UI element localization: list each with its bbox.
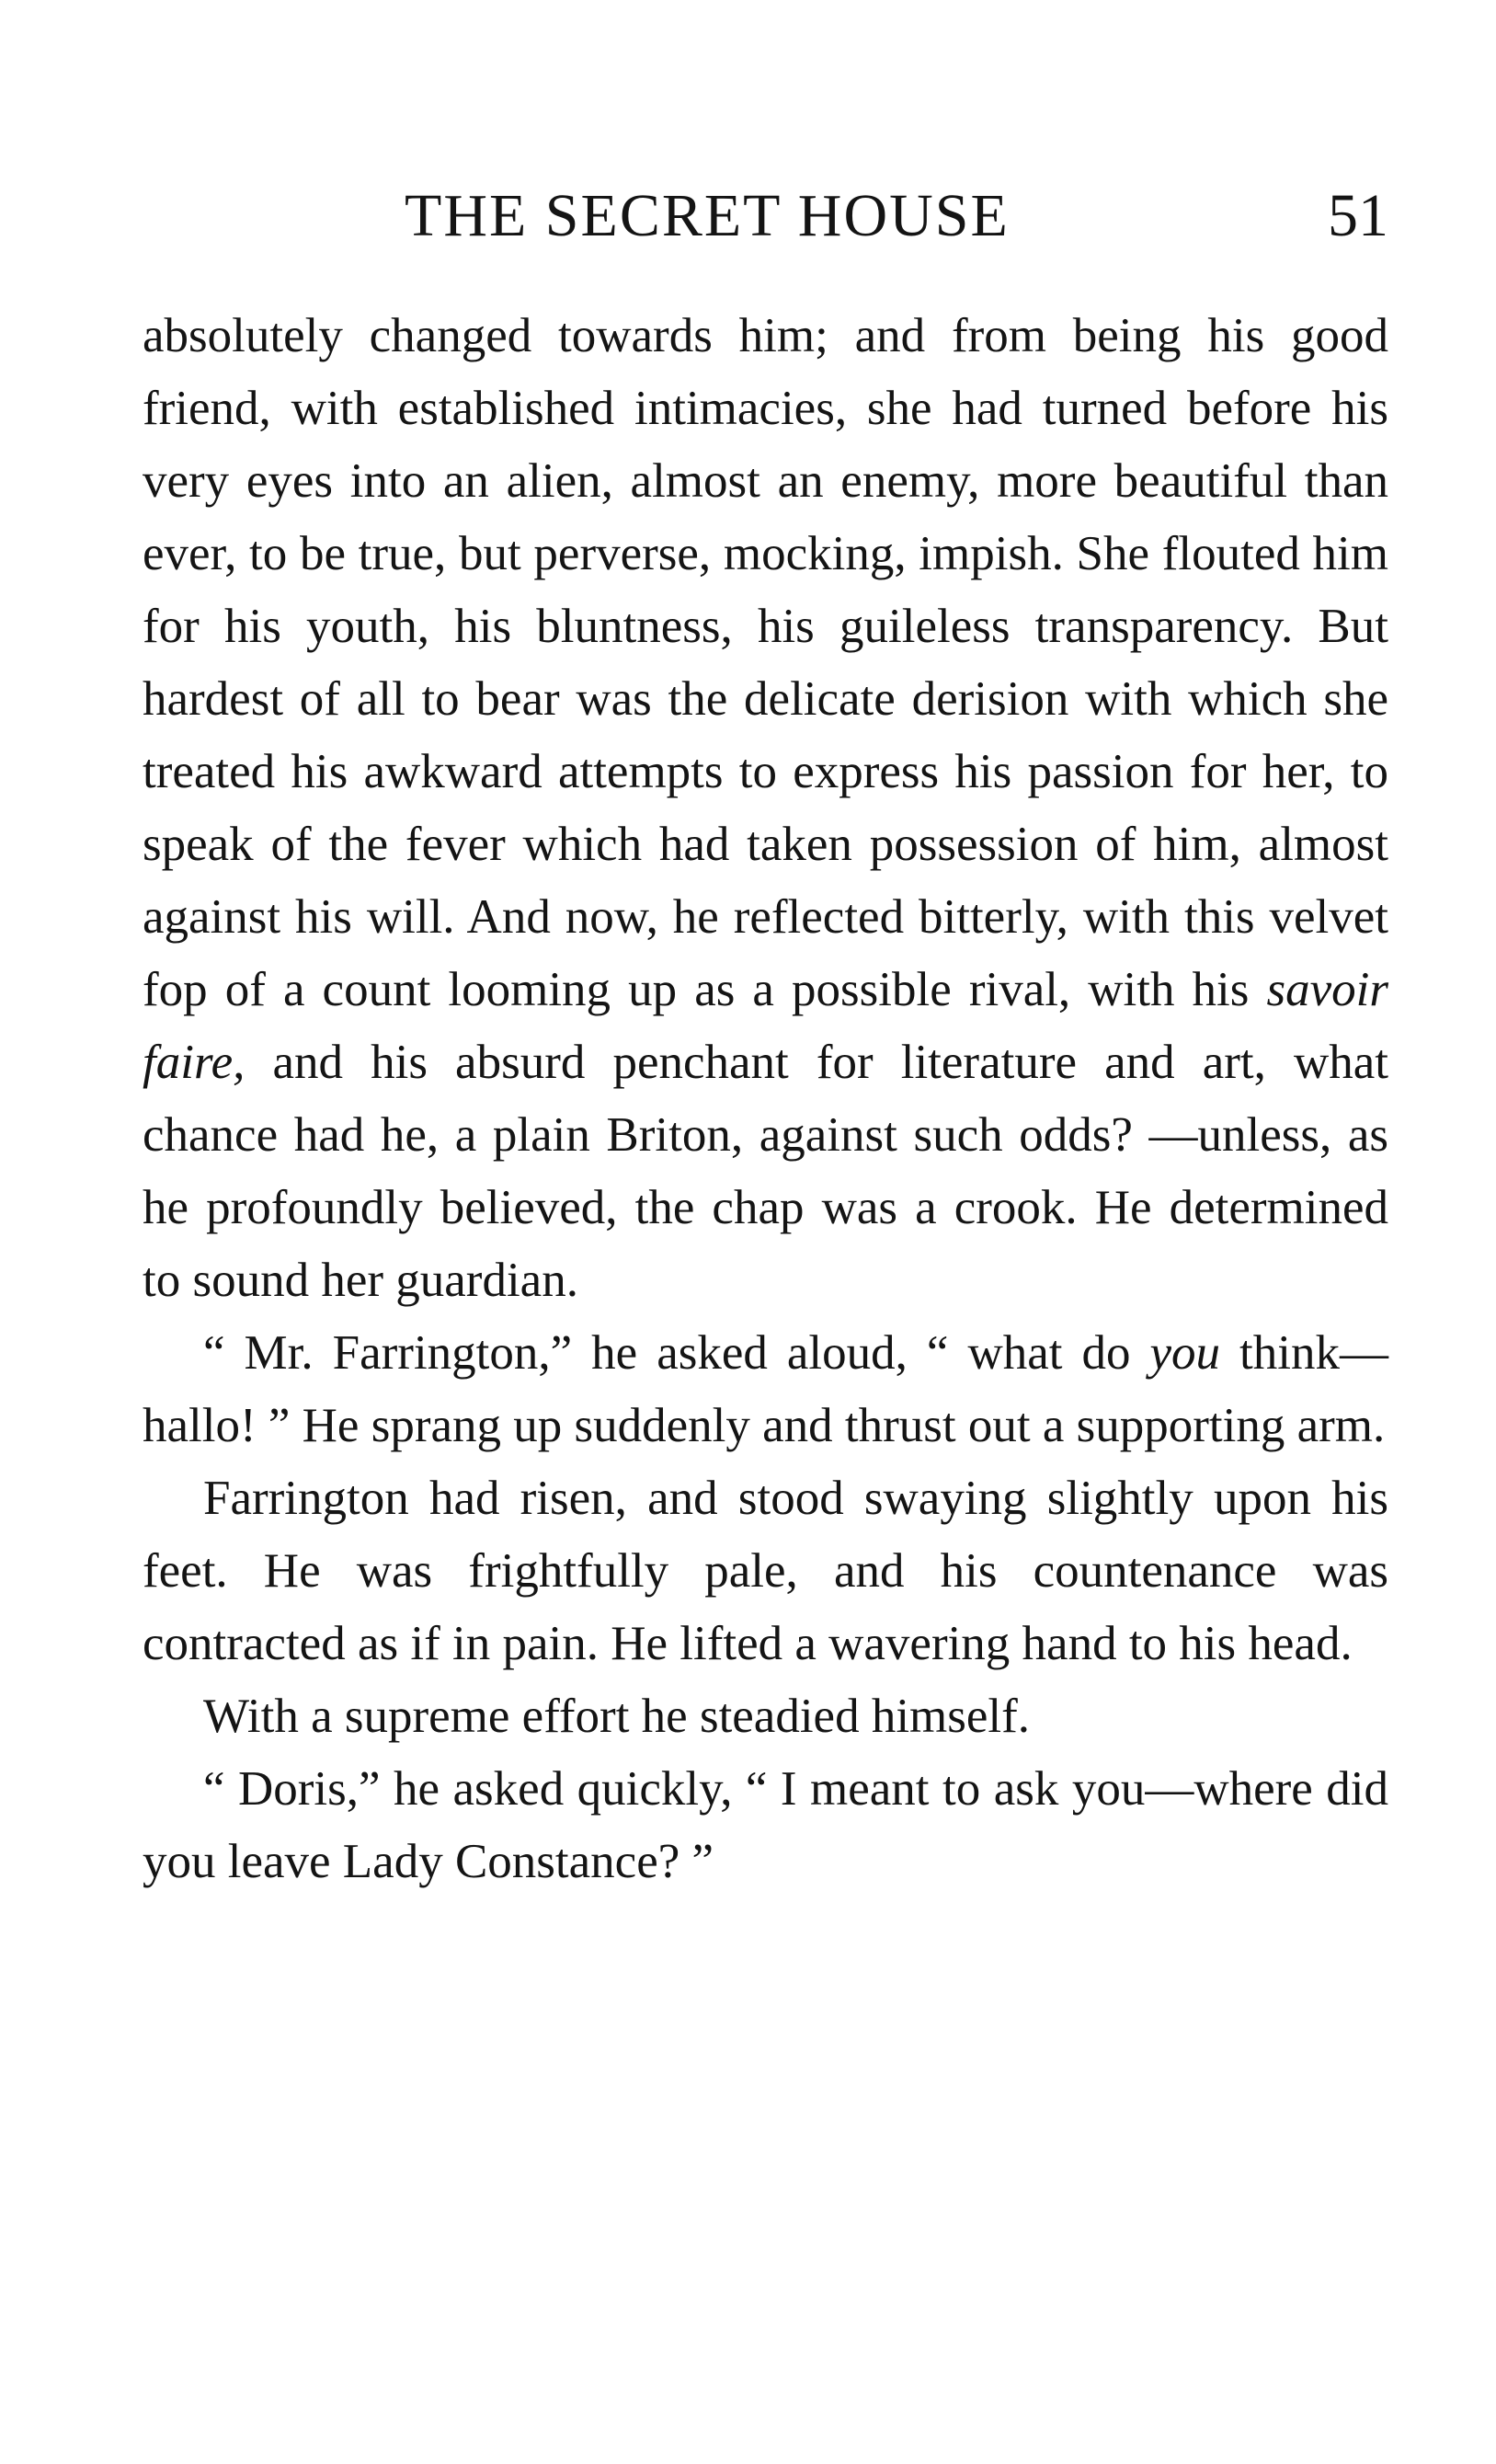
page-number: 51 xyxy=(1328,182,1388,249)
paragraph-2-italic: you xyxy=(1149,1326,1221,1380)
paragraph-2 xyxy=(143,1317,1388,1462)
paragraph-1-text-a: absolutely changed towards him; and from being his good friend, with established intimacies, she had turned before his very eyes into an alien, almost an enemy, more beautiful than ever, to be true, but perverse, mocking, impish. She flouted him for his youth, his bluntness, his guileless transparency. But hardest of all to bear was the delicate derision with which she treated his awkward attempts to express his passion for her, to speak of the fever which had taken possession of him, almost against his will. And now, he reflected bitterly, with this velvet fop of a count looming up as a possible rival, with his xyxy=(143,309,1388,1016)
paragraph-5: “ Doris,” he asked quickly, “ I meant to ask you—where did you leave Lady Constance? ” xyxy=(143,1762,1388,1888)
paragraph-1 xyxy=(143,300,1388,1317)
paragraph-3: Farrington had risen, and stood swaying slightly upon his feet. He was frightfully pale, and his countenance was contracted as if in pain. He lifted a wavering hand to his head. xyxy=(143,1472,1388,1670)
paragraph-1-italic: savoir faire, xyxy=(143,963,1388,1089)
paragraph-2-text-b: think—hallo! ” He sprang up suddenly and thrust out a supporting arm. xyxy=(143,1326,1388,1452)
running-title: THE SECRET HOUSE xyxy=(405,182,1010,249)
running-head xyxy=(138,175,1388,258)
paragraph-1-text-b: and his absurd penchant for literature and art, what chance had he, a plain Briton, against such odds? —unless, as he profoundly believed, the chap was a crook. He determined to sound her guardian. xyxy=(143,1036,1388,1307)
paragraph-4: With a supreme effort he steadied himself. xyxy=(203,1690,1031,1743)
paragraph-2-text-a: “ Mr. Farrington,” he asked aloud, “ what do xyxy=(203,1326,1150,1380)
body-text xyxy=(143,300,1388,1898)
